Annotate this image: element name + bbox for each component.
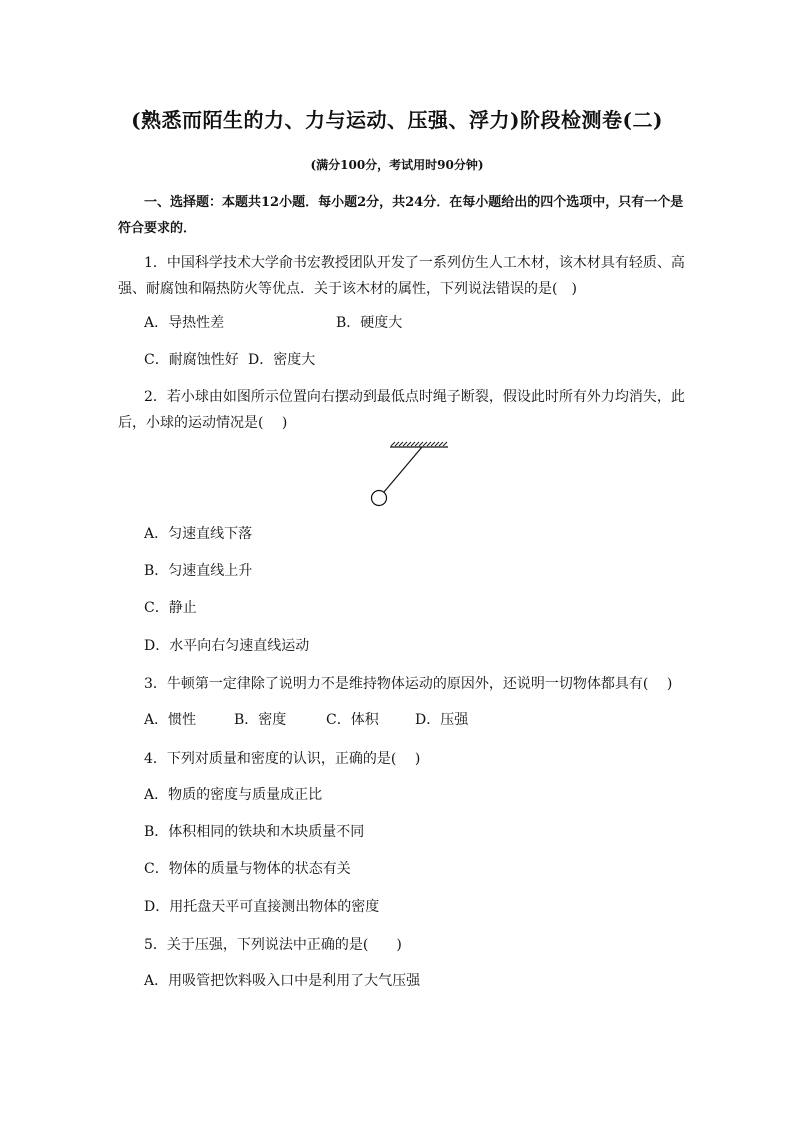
question-3-option-b: B．密度 <box>234 712 287 728</box>
question-1-option-a: A．导热性差 <box>144 315 225 331</box>
question-1-options-row-2 <box>144 349 315 371</box>
question-4-option-d: D．用托盘天平可直接测出物体的密度 <box>144 899 380 915</box>
question-3-options-row <box>144 709 468 731</box>
question-2-option-b: B．匀速直线上升 <box>144 563 253 579</box>
question-3-option-c: C．体积 <box>326 712 379 728</box>
exam-info: (满分100分，考试用时90分钟) <box>310 158 484 172</box>
question-1-option-c: C．耐腐蚀性好 <box>144 352 239 368</box>
question-1-option-d: D．密度大 <box>248 352 316 368</box>
question-3-stem: 3．牛顿第一定律除了说明力不是维持物体运动的原因外，还说明一切物体都具有( ) <box>144 676 673 692</box>
question-2-stem: 2．若小球由如图所示位置向右摆动到最低点时绳子断裂，假设此时所有外力均消失，此后，小球的运动情况是( ) <box>118 389 685 431</box>
question-3-option-d: D．压强 <box>415 712 469 728</box>
question-1-options-row-1 <box>144 312 402 334</box>
question-1-option-b: B．硬度大 <box>336 315 403 331</box>
question-2-option-a: A．匀速直线下落 <box>144 526 253 542</box>
section-instructions: 一、选择题：本题共12小题．每小题2分，共24分．在每小题给出的四个选项中，只有一个是符合要求的． <box>118 195 684 236</box>
pendulum-ball <box>372 491 387 506</box>
question-1-stem: 1．中国科学技术大学俞书宏教授团队开发了一系列仿生人工木材，该木材具有轻质、高强、耐腐蚀和隔热防火等优点．关于该木材的属性，下列说法错误的是( ) <box>118 255 685 297</box>
question-4-stem: 4．下列对质量和密度的认识，正确的是( ) <box>144 751 421 767</box>
question-2-option-c: C．静止 <box>144 600 197 616</box>
question-3-option-a: A．惯性 <box>144 712 197 728</box>
question-4-option-b: B．体积相同的铁块和木块质量不同 <box>144 824 365 840</box>
pendulum-string <box>384 447 422 492</box>
page-title: (熟悉而陌生的力、力与运动、压强、浮力)阶段检测卷(二) <box>131 108 663 132</box>
ceiling-hatch <box>391 442 447 446</box>
question-2-option-d: D．水平向右匀速直线运动 <box>144 638 310 654</box>
question-5-option-a: A．用吸管把饮料吸入口中是利用了大气压强 <box>144 973 421 989</box>
question-4-option-c: C．物体的质量与物体的状态有关 <box>144 861 351 877</box>
question-4-option-a: A．物质的密度与质量成正比 <box>144 787 323 803</box>
pendulum-figure <box>360 441 460 511</box>
question-5-stem: 5．关于压强，下列说法中正确的是( ) <box>144 937 402 953</box>
